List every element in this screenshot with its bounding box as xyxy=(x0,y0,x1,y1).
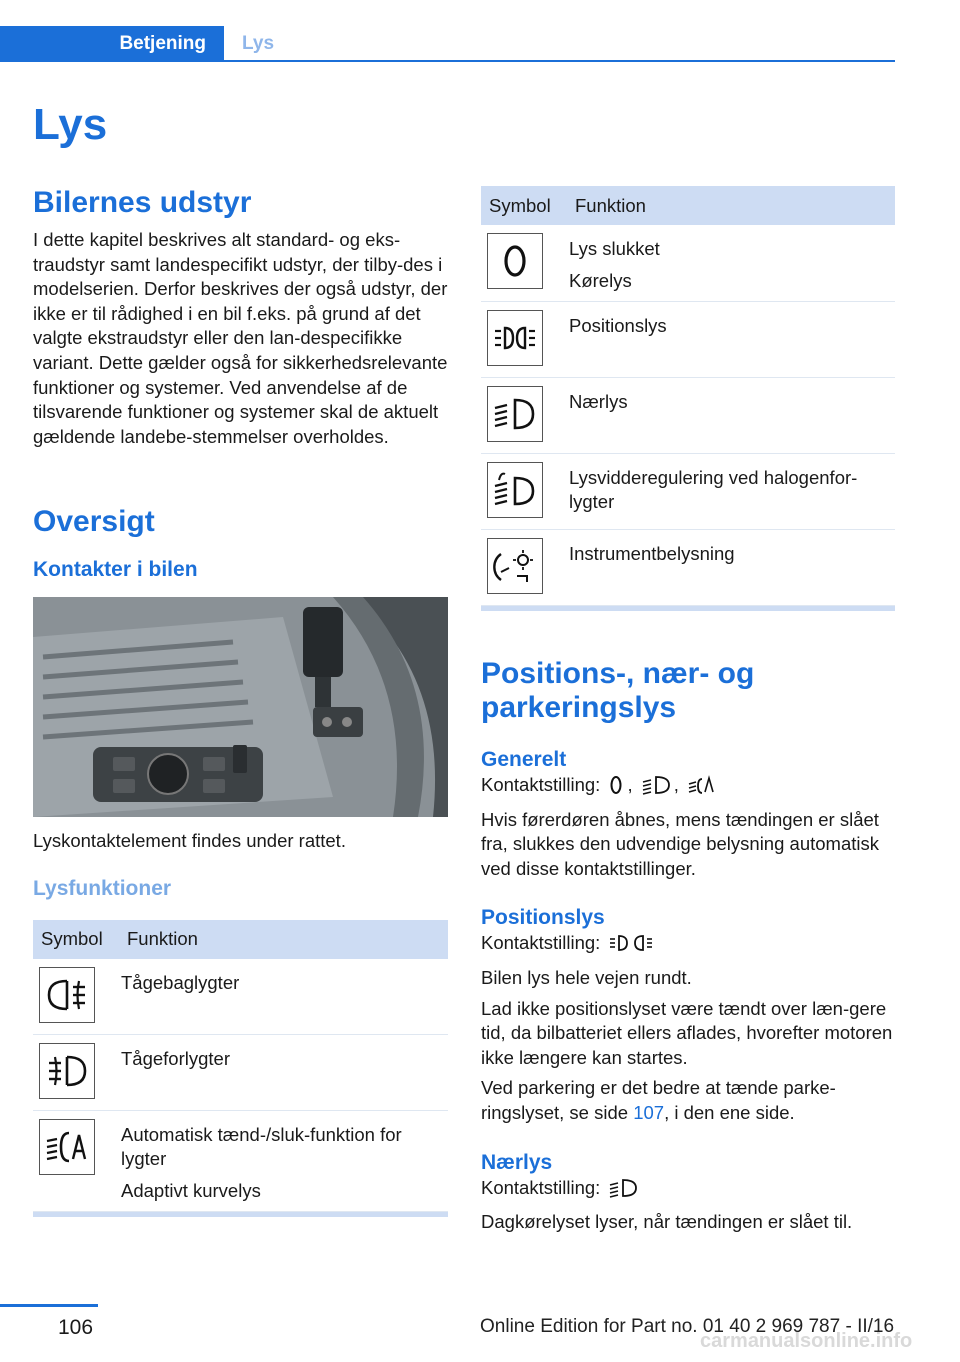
left-column xyxy=(33,186,448,1217)
equipment-paragraph: I dette kapitel beskrives alt standard- og eks-traudstyr samt landespecifikt udstyr, der tilby-des i modelserien. Derfor beskrives der også udstyr, der ikke er til rådighed i en bil f.eks. på grund af det valgte ekstraudstyr eller den lan-despecifikke variant. Dette gælder også for sikkerhedsrelevante funktioner og systemer. Ved anvendelse af de tilsvarende funktioner og systemer skal de aktuelt gældende landebe-stemmelser overholdes. xyxy=(33,229,448,447)
front-fog-light-icon xyxy=(39,1043,95,1099)
position-paragraph-3 xyxy=(481,1076,895,1125)
parking-light-icon xyxy=(487,310,543,366)
function-label: Instrumentbelysning xyxy=(569,543,735,564)
auto-headlight-icon xyxy=(39,1119,95,1175)
function-label: Tågebaglygter xyxy=(121,971,240,993)
tab-betjening[interactable]: Betjening xyxy=(0,26,224,62)
watermark: carmanualsonline.info xyxy=(700,1330,913,1352)
instrument-lighting-icon xyxy=(487,538,543,594)
headlight-range-icon xyxy=(487,462,543,518)
table-row xyxy=(481,530,895,606)
parking-light-icon xyxy=(609,933,653,960)
position-paragraph-1: Bilen lys hele vejen rundt. xyxy=(481,966,692,988)
page-title: Lys xyxy=(33,100,108,149)
low-beam-icon xyxy=(487,386,543,442)
table-row xyxy=(481,378,895,454)
function-label: Lysvidderegulering ved halogenfor-lygter xyxy=(569,467,858,512)
paragraph-text: , i den ene side. xyxy=(664,1101,795,1123)
lights-off-icon xyxy=(609,775,623,802)
header-tabs xyxy=(0,26,274,62)
general-switch-line: Kontaktstilling: , , xyxy=(481,773,895,802)
subheading-functions: Lysfunktioner xyxy=(33,876,172,900)
subheading-general: Generelt xyxy=(481,748,567,771)
col-symbol-header: Symbol xyxy=(33,920,119,959)
function-label: Positionslys xyxy=(569,315,667,336)
lights-off-icon xyxy=(487,233,543,289)
function-label: Automatisk tænd-/sluk-funktion for lygter xyxy=(121,1124,402,1170)
low-beam-icon xyxy=(609,1178,637,1205)
col-function-header: Funktion xyxy=(119,920,448,959)
section-heading-overview: Oversigt xyxy=(33,505,155,539)
function-label: Kørelys xyxy=(569,270,632,291)
function-label: Lys slukket xyxy=(569,238,660,259)
table-row xyxy=(33,959,448,1035)
low-beam-icon xyxy=(642,775,670,802)
function-label: Nærlys xyxy=(569,391,628,412)
auto-headlight-icon xyxy=(688,775,716,802)
paragraph-text: Ved parkering er det bedre at tænde parke-ringslyset, se side xyxy=(481,1077,836,1123)
function-label: Adaptivt kurvelys xyxy=(121,1180,261,1202)
tab-lys[interactable]: Lys xyxy=(242,33,275,54)
page-reference-link[interactable]: 107 xyxy=(633,1101,665,1123)
header-rule xyxy=(0,60,895,62)
switch-positions-table xyxy=(481,186,895,606)
photo-caption: Lyskontaktelement findes under rattet. xyxy=(33,830,346,852)
switch-label: Kontaktstilling: xyxy=(481,774,601,795)
position-paragraph-2: Lad ikke positionslyset være tændt over læn-gere tid, da bilbatteriet ellers aflades, hvorefter motoren ikke længere kan startes. xyxy=(481,997,893,1068)
table-row xyxy=(481,225,895,302)
low-beam-switch-line xyxy=(481,1176,895,1205)
table-row xyxy=(33,1111,448,1212)
subheading-position-light: Positionslys xyxy=(481,906,605,930)
section-heading-equipment: Bilernes udstyr xyxy=(33,186,252,219)
switch-label: Kontaktstilling: xyxy=(481,932,601,954)
table-bottom-rule xyxy=(481,606,895,611)
section-heading-position-lights: Positions-, nær- og parkeringslys xyxy=(481,657,755,724)
subheading-contacts: Kontakter i bilen xyxy=(33,558,198,582)
col-symbol-header: Symbol xyxy=(481,186,567,225)
table-row xyxy=(481,302,895,378)
col-function-header: Funktion xyxy=(567,186,895,225)
position-switch-line xyxy=(481,931,895,960)
table-header-row xyxy=(481,186,895,225)
rear-fog-light-icon xyxy=(39,967,95,1023)
table-bottom-rule xyxy=(33,1212,448,1217)
low-beam-paragraph: Dagkørelyset lyser, når tændingen er slået til. xyxy=(481,1211,853,1233)
general-paragraph: Hvis førerdøren åbnes, mens tændingen er slået fra, slukkes den udvendige belysning automatisk ved disse kontaktstillinger. xyxy=(481,808,879,879)
light-functions-table xyxy=(33,920,448,1213)
table-row xyxy=(481,454,895,530)
table-header-row xyxy=(33,920,448,959)
dashboard-photo xyxy=(33,597,448,817)
function-label: Tågeforlygter xyxy=(121,1048,230,1070)
footer-rule xyxy=(0,1304,98,1307)
subheading-low-beam: Nærlys xyxy=(481,1150,553,1174)
right-column xyxy=(481,186,895,1235)
page-number: 106 xyxy=(58,1316,94,1339)
switch-label: Kontaktstilling: xyxy=(481,1176,601,1198)
edition-info: Online Edition for Part no. 01 40 2 969 787 - II/16 xyxy=(480,1316,895,1337)
table-row xyxy=(33,1035,448,1111)
